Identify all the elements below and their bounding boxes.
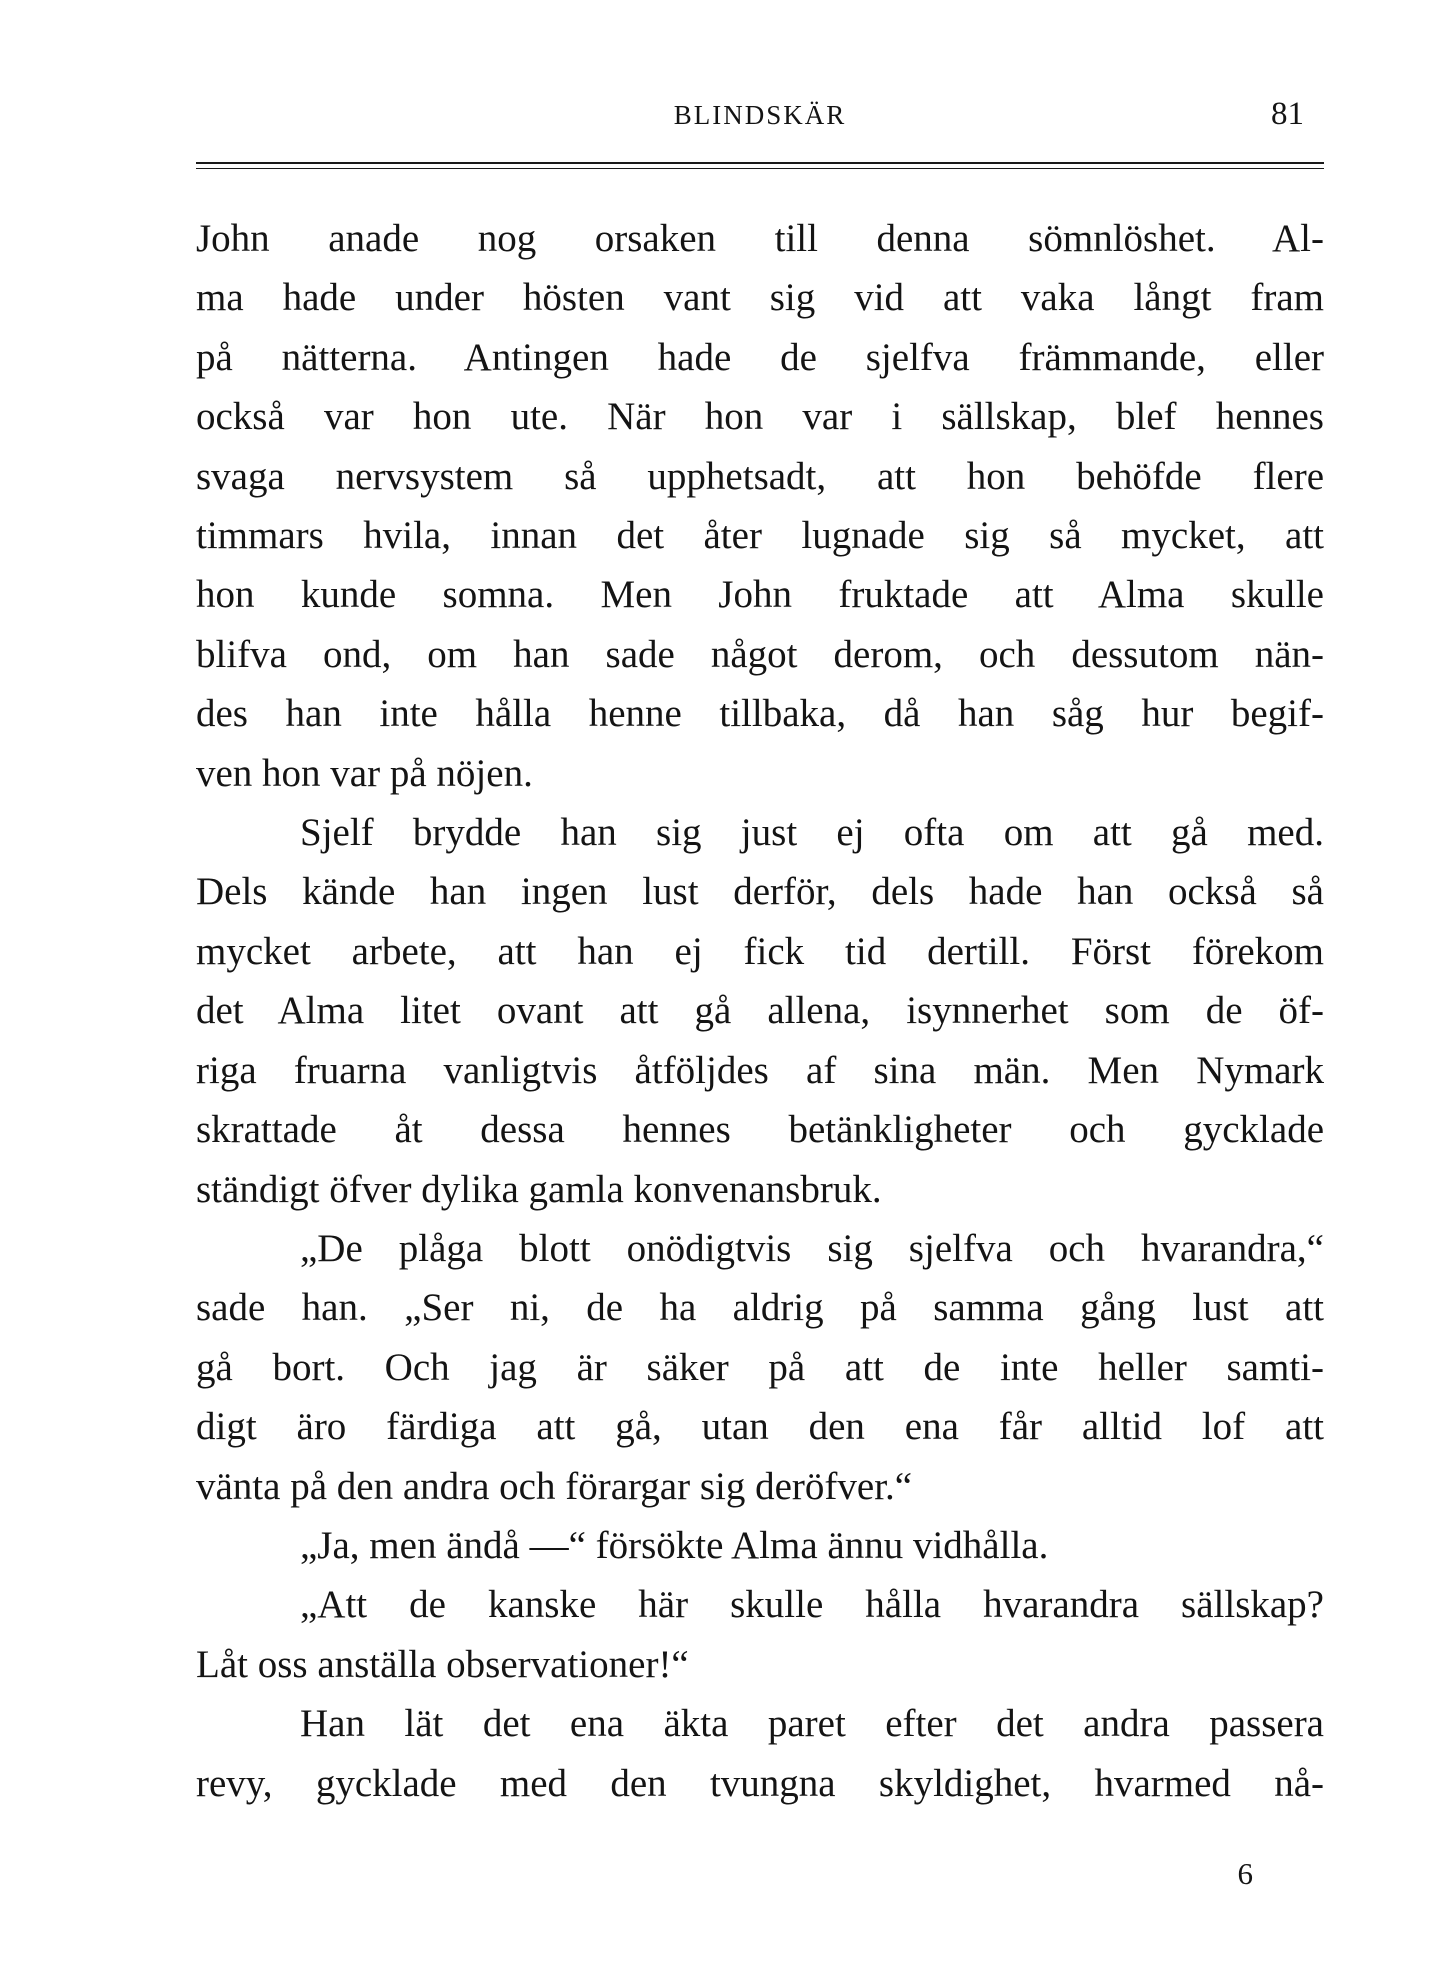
text-line: revy, gycklade med den tvungna skyldighet, hvarmed nå- xyxy=(196,1761,1324,1805)
text-line: hon kunde somna. Men John fruktade att Alma skulle xyxy=(196,573,1324,617)
text-line: Låt oss anställa observationer!“ xyxy=(196,1642,689,1686)
text-line: det Alma litet ovant att gå allena, isynnerhet som de öf- xyxy=(196,989,1324,1033)
text-line: Dels kände han ingen lust derför, dels hade han också så xyxy=(196,870,1324,914)
running-title: BLINDSKÄR xyxy=(673,100,847,130)
text-line: ven hon var på nöjen. xyxy=(196,751,533,795)
text-line: des han inte hålla henne tillbaka, då han såg hur begif- xyxy=(196,692,1324,736)
text-line: Han lät det ena äkta paret efter det andra passera xyxy=(300,1702,1324,1746)
paragraph xyxy=(196,1219,1324,1516)
page-header xyxy=(196,96,1324,140)
paragraph xyxy=(196,209,1324,803)
text-line: svaga nervsystem så upphetsadt, att hon behöfde flere xyxy=(196,454,1324,498)
signature-mark: 6 xyxy=(1237,1856,1253,1891)
page-number: 81 xyxy=(1271,96,1304,132)
text-line: också var hon ute. När hon var i sällskap, blef hennes xyxy=(196,395,1324,439)
text-line: skrattade åt dessa hennes betänkligheter och gycklade xyxy=(196,1108,1324,1152)
header-rule xyxy=(196,162,1324,169)
text-line: mycket arbete, att han ej fick tid dertill. Först förekom xyxy=(196,929,1324,973)
paragraph xyxy=(196,1575,1324,1694)
paragraph xyxy=(196,1516,1324,1575)
text-line: „Att de kanske här skulle hålla hvarandra sällskap? xyxy=(300,1583,1324,1627)
text-line: ständigt öfver dylika gamla konvenansbruk. xyxy=(196,1167,882,1211)
text-line: ma hade under hösten vant sig vid att vaka långt fram xyxy=(196,276,1324,320)
text-line: gå bort. Och jag är säker på att de inte heller samti- xyxy=(196,1345,1324,1389)
text-line: blifva ond, om han sade något derom, och dessutom nän- xyxy=(196,632,1324,676)
text-line: Sjelf brydde han sig just ej ofta om att gå med. xyxy=(300,811,1324,855)
text-line: riga fruarna vanligtvis åtföljdes af sina män. Men Nymark xyxy=(196,1048,1324,1092)
paragraph xyxy=(196,803,1324,1219)
text-line: John anade nog orsaken till denna sömnlöshet. Al- xyxy=(196,217,1324,260)
text-line: sade han. „Ser ni, de ha aldrig på samma gång lust att xyxy=(196,1286,1324,1330)
text-line: „De plåga blott onödigtvis sig sjelfva och hvarandra,“ xyxy=(300,1226,1324,1270)
paragraph xyxy=(196,1694,1324,1813)
text-body xyxy=(196,209,1324,1813)
text-line: digt äro färdiga att gå, utan den ena får alltid lof att xyxy=(196,1405,1324,1449)
text-line: timmars hvila, innan det åter lugnade sig så mycket, att xyxy=(196,514,1324,558)
text-line: på nätterna. Antingen hade de sjelfva främmande, eller xyxy=(196,335,1324,379)
text-line: vänta på den andra och förargar sig deröfver.“ xyxy=(196,1464,913,1508)
text-line: „Ja, men ändå —“ försökte Alma ännu vidhålla. xyxy=(300,1523,1049,1567)
